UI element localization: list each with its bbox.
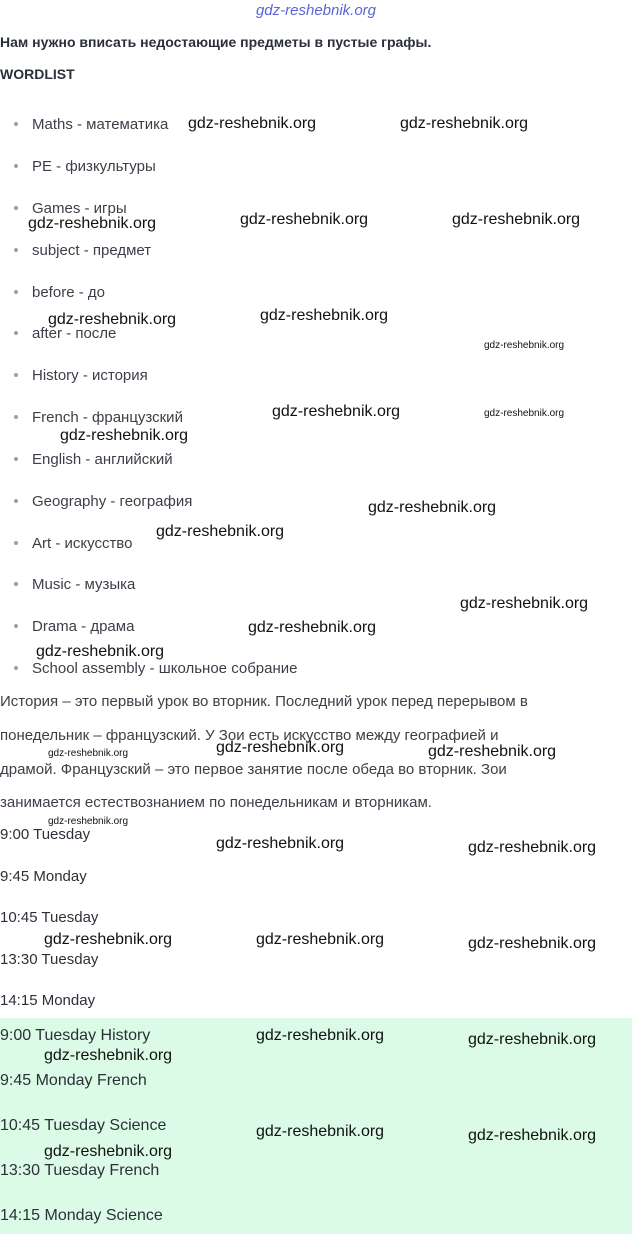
watermark: gdz-reshebnik.org: [400, 115, 529, 132]
watermark: gdz-reshebnik.org: [468, 935, 597, 952]
watermark: gdz-reshebnik.org: [468, 1031, 597, 1048]
bullet-icon: [14, 582, 18, 586]
watermark: gdz-reshebnik.org: [216, 739, 345, 756]
bullet-icon: [14, 164, 18, 168]
watermark: gdz-reshebnik.org: [468, 1127, 597, 1144]
list-item: History - история: [14, 367, 148, 384]
watermark: gdz-reshebnik.org: [256, 1027, 385, 1044]
list-item: Geography - география: [14, 493, 192, 510]
schedule-item: 10:45 Tuesday: [0, 909, 99, 926]
schedule-item: 13:30 Tuesday: [0, 951, 99, 968]
watermark: gdz-reshebnik.org: [368, 499, 497, 516]
watermark: gdz-reshebnik.org: [256, 1123, 385, 1140]
answer-item: 10:45 Tuesday Science: [0, 1117, 167, 1134]
list-item: Drama - драма: [14, 618, 134, 635]
watermark: gdz-reshebnik.org: [48, 748, 129, 759]
bullet-icon: [14, 415, 18, 419]
bullet-icon: [14, 248, 18, 252]
watermark: gdz-reshebnik.org: [428, 743, 557, 760]
watermark: gdz-reshebnik.org: [484, 408, 565, 419]
watermark: gdz-reshebnik.org: [272, 403, 401, 420]
list-item: Games - игры: [14, 200, 127, 217]
watermark: gdz-reshebnik.org: [36, 643, 165, 660]
list-item: English - английский: [14, 451, 173, 468]
list-item: Music - музыка: [14, 576, 135, 593]
intro-text: Нам нужно вписать недостающие предметы в пустые графы.: [0, 34, 432, 50]
watermark: gdz-reshebnik.org: [28, 215, 157, 232]
schedule-item: 9:45 Monday: [0, 868, 87, 885]
watermark: gdz-reshebnik.org: [260, 307, 389, 324]
list-item: Maths - математика: [14, 116, 168, 133]
bullet-icon: [14, 373, 18, 377]
watermark: gdz-reshebnik.org: [256, 931, 385, 948]
watermark: gdz-reshebnik.org: [48, 816, 129, 827]
bullet-icon: [14, 122, 18, 126]
watermark: gdz-reshebnik.org: [44, 931, 173, 948]
watermark: gdz-reshebnik.org: [156, 523, 285, 540]
watermark: gdz-reshebnik.org: [216, 835, 345, 852]
paragraph-line: драмой. Французский – это первое занятие после обеда во вторник. Зои: [0, 761, 507, 778]
watermark: gdz-reshebnik.org: [44, 1143, 173, 1160]
list-item: French - французский: [14, 409, 183, 426]
watermark: gdz-reshebnik.org: [188, 115, 317, 132]
bullet-icon: [14, 541, 18, 545]
schedule-item: 9:00 Tuesday: [0, 826, 91, 843]
bullet-icon: [14, 666, 18, 670]
watermark: gdz-reshebnik.org: [452, 211, 581, 228]
site-header-link[interactable]: gdz-reshebnik.org: [255, 2, 377, 19]
watermark: gdz-reshebnik.org: [240, 211, 369, 228]
answer-item: 13:30 Tuesday French: [0, 1162, 160, 1179]
list-item: PE - физкультуры: [14, 158, 156, 175]
bullet-icon: [14, 206, 18, 210]
bullet-icon: [14, 624, 18, 628]
answer-item: 9:45 Monday French: [0, 1072, 147, 1089]
watermark: gdz-reshebnik.org: [248, 619, 377, 636]
paragraph-line: История – это первый урок во вторник. Последний урок перед перерывом в: [0, 693, 528, 710]
schedule-item: 14:15 Monday: [0, 992, 96, 1009]
watermark: gdz-reshebnik.org: [60, 427, 189, 444]
list-item: before - до: [14, 284, 105, 301]
bullet-icon: [14, 290, 18, 294]
paragraph-line: понедельник – французский. У Зои есть искусство между географией и: [0, 727, 499, 744]
wordlist-heading: WORDLIST: [0, 66, 75, 82]
list-item: after - после: [14, 325, 116, 342]
bullet-icon: [14, 331, 18, 335]
watermark: gdz-reshebnik.org: [48, 311, 177, 328]
list-item: School assembly - школьное собрание: [14, 660, 298, 677]
answer-item: 14:15 Monday Science: [0, 1207, 163, 1224]
bullet-icon: [14, 499, 18, 503]
watermark: gdz-reshebnik.org: [44, 1047, 173, 1064]
watermark: gdz-reshebnik.org: [484, 340, 565, 351]
list-item: Art - искусство: [14, 535, 132, 552]
paragraph-line: занимается естествознанием по понедельникам и вторникам.: [0, 794, 432, 811]
answer-item: 9:00 Tuesday History: [0, 1027, 151, 1044]
watermark: gdz-reshebnik.org: [460, 595, 589, 612]
list-item: subject - предмет: [14, 242, 151, 259]
watermark: gdz-reshebnik.org: [468, 839, 597, 856]
bullet-icon: [14, 457, 18, 461]
